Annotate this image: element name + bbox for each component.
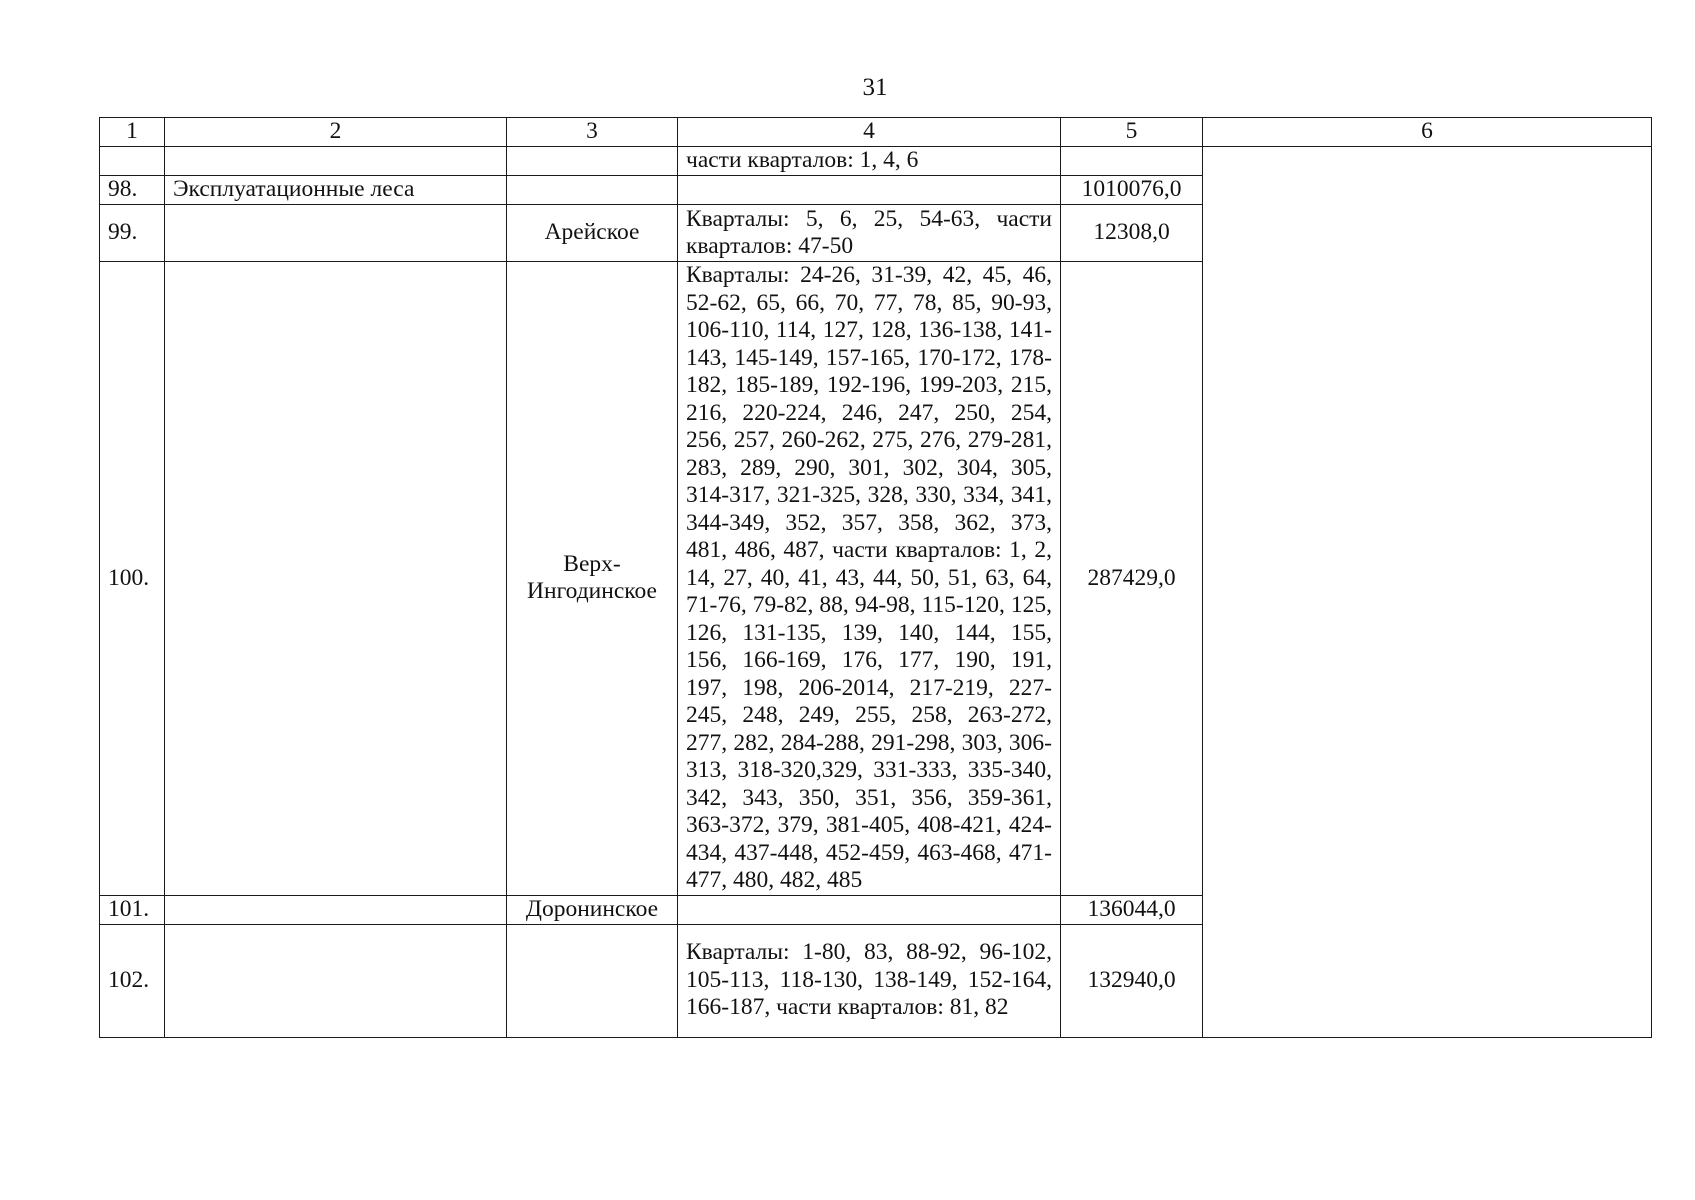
category-cell: Эксплуатационные леса [165, 176, 507, 205]
quarters-cell: Кварталы: 24-26, 31-39, 42, 45, 46, 52-62, 65, 66, 70, 77, 78, 85, 90-93, 106-110, 114, 127, 128, 136-138, 141-143, 145-149, 157-165, 170-172, 178-182, 185-189, 192-196, 199-203, 215, 216, 220-224, 246, 247, 250, 254, 256, 257, 260-262, 275, 276, 279-281, 283, 289, 290, 301, 302, 304, 305, 314-317, 321-325, 328, 330, 334, 341, 344-349, 352, 357, 358, 362, 373, 481, 486, 487, части кварталов: 1, 2, 14, 27, 40, 41, 43, 44, 50, 51, 63, 64, 71-76, 79-82, 88, 94-98, 115-120, 125, 126, 131-135, 139, 140, 144, 155, 156, 166-169, 176, 177, 190, 191, 197, 198, 206-2014, 217-219, 227-245, 248, 249, 255, 258, 263-272, 277, 282, 284-288, 291-298, 303, 306-313, 318-320,329, 331-333, 335-340, 342, 343, 350, 351, 356, 359-361, 363-372, 379, 381-405, 408-421, 424-434, 437-448, 452-459, 463-468, 471-477, 480, 482, 485 [678, 262, 1061, 896]
area-cell [1061, 147, 1203, 176]
area-cell: 136044,0 [1061, 895, 1203, 924]
forestry-cell [507, 147, 678, 176]
category-cell [165, 262, 507, 896]
category-cell [165, 924, 507, 1037]
row-number-cell: 98. [100, 176, 165, 205]
table-header-row [100, 118, 1652, 147]
column-header-4: 4 [678, 118, 1061, 147]
area-cell: 12308,0 [1061, 205, 1203, 262]
forestry-cell [507, 924, 678, 1037]
row-number-cell [100, 147, 165, 176]
column-header-5: 5 [1061, 118, 1203, 147]
quarters-cell: Кварталы: 1-80, 83, 88-92, 96-102, 105-113, 118-130, 138-149, 152-164, 166-187, части кварталов: 81, 82 [678, 924, 1061, 1037]
row-number-cell: 102. [100, 924, 165, 1037]
page-number: 31 [862, 74, 888, 101]
column-header-6: 6 [1203, 118, 1652, 147]
area-cell: 287429,0 [1061, 262, 1203, 896]
row-number-cell: 101. [100, 895, 165, 924]
row-number-cell: 100. [100, 262, 165, 896]
column-header-1: 1 [100, 118, 165, 147]
area-cell: 1010076,0 [1061, 176, 1203, 205]
column-6-cell [1203, 147, 1652, 1038]
category-cell [165, 205, 507, 262]
category-cell [165, 147, 507, 176]
area-cell: 132940,0 [1061, 924, 1203, 1037]
forestry-cell: Доронинское [507, 895, 678, 924]
table-row [100, 147, 1652, 176]
forestry-cell [507, 176, 678, 205]
forest-quarters-table [99, 117, 1652, 1038]
column-header-3: 3 [507, 118, 678, 147]
quarters-cell [678, 895, 1061, 924]
column-header-2: 2 [165, 118, 507, 147]
quarters-cell: Кварталы: 5, 6, 25, 54-63, части кварталов: 47-50 [678, 205, 1061, 262]
row-number-cell: 99. [100, 205, 165, 262]
forestry-cell: Арейское [507, 205, 678, 262]
quarters-cell: части кварталов: 1, 4, 6 [678, 147, 1061, 176]
quarters-cell [678, 176, 1061, 205]
forestry-cell: Верх-Ингодинское [507, 262, 678, 896]
category-cell [165, 895, 507, 924]
